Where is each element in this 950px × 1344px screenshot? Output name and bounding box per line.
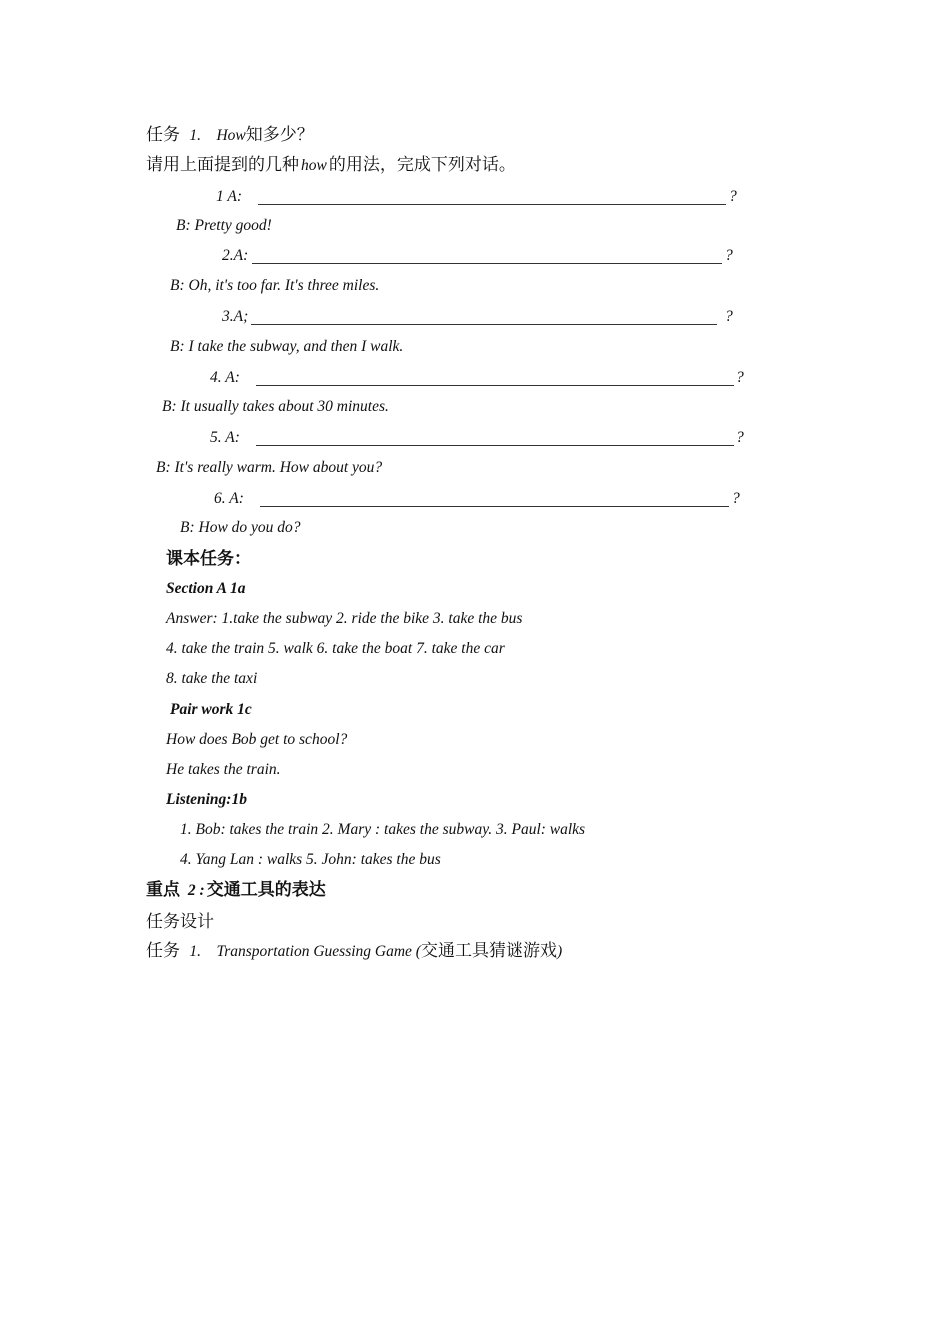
answer-blank[interactable] bbox=[251, 324, 717, 325]
dialogue-b-text: B: It's really warm. How about you? bbox=[156, 459, 383, 476]
answer-line: Answer: 1.take the subway 2. ride the bike 3. take the bus bbox=[166, 610, 523, 627]
answer-blank[interactable] bbox=[256, 445, 734, 446]
dialogue-a-label: 6. A: bbox=[214, 490, 244, 507]
question-mark: ? bbox=[736, 429, 744, 446]
answer-blank[interactable] bbox=[256, 385, 734, 386]
textbook-heading: 课本任务： bbox=[166, 549, 251, 569]
section-a-heading: Section A 1a bbox=[166, 580, 246, 597]
dialogue-a-label: 5. A: bbox=[210, 429, 240, 446]
listening-heading: Listening:1b bbox=[166, 791, 247, 808]
question-mark: ? bbox=[736, 369, 744, 386]
pair-work-line: How does Bob get to school? bbox=[166, 731, 348, 748]
question-mark: ? bbox=[725, 308, 733, 325]
answer-blank[interactable] bbox=[258, 204, 726, 205]
key-point-heading: 重点 2 : 交通工具的表达 bbox=[146, 880, 326, 900]
listening-line: 4. Yang Lan : walks 5. John: takes the bus bbox=[180, 851, 441, 868]
answer-blank[interactable] bbox=[252, 263, 722, 264]
dialogue-b-text: B: How do you do? bbox=[180, 519, 301, 536]
dialogue-b-text: B: Pretty good! bbox=[176, 217, 272, 234]
answer-blank[interactable] bbox=[260, 506, 729, 507]
question-mark: ? bbox=[729, 188, 737, 205]
task1-heading: 任务 1. How知多少？ bbox=[146, 125, 314, 145]
question-mark: ? bbox=[725, 247, 733, 264]
dialogue-b-text: B: Oh, it's too far. It's three miles. bbox=[170, 277, 380, 294]
pair-work-heading: Pair work 1c bbox=[170, 701, 252, 718]
dialogue-a-label: 2.A: bbox=[222, 247, 249, 264]
listening-line: 1. Bob: takes the train 2. Mary : takes the subway. 3. Paul: walks bbox=[180, 821, 586, 838]
task-design-heading: 任务设计 bbox=[146, 912, 214, 932]
pair-work-line: He takes the train. bbox=[166, 761, 281, 778]
dialogue-b-text: B: I take the subway, and then I walk. bbox=[170, 338, 404, 355]
answer-line: 8. take the taxi bbox=[166, 670, 258, 687]
dialogue-a-label: 4. A: bbox=[210, 369, 240, 386]
dialogue-a-label: 1 A: bbox=[216, 188, 242, 205]
instruction-text: 请用上面提到的几种 how 的用法，完成下列对话。 bbox=[146, 155, 516, 175]
dialogue-a-label: 3.A; bbox=[222, 308, 249, 325]
task1-game-heading: 任务 1. Transportation Guessing Game (交通工具猜谜游戏) bbox=[146, 941, 563, 961]
question-mark: ? bbox=[732, 490, 740, 507]
dialogue-b-text: B: It usually takes about 30 minutes. bbox=[162, 398, 389, 415]
answer-line: 4. take the train 5. walk 6. take the boat 7. take the car bbox=[166, 640, 505, 657]
